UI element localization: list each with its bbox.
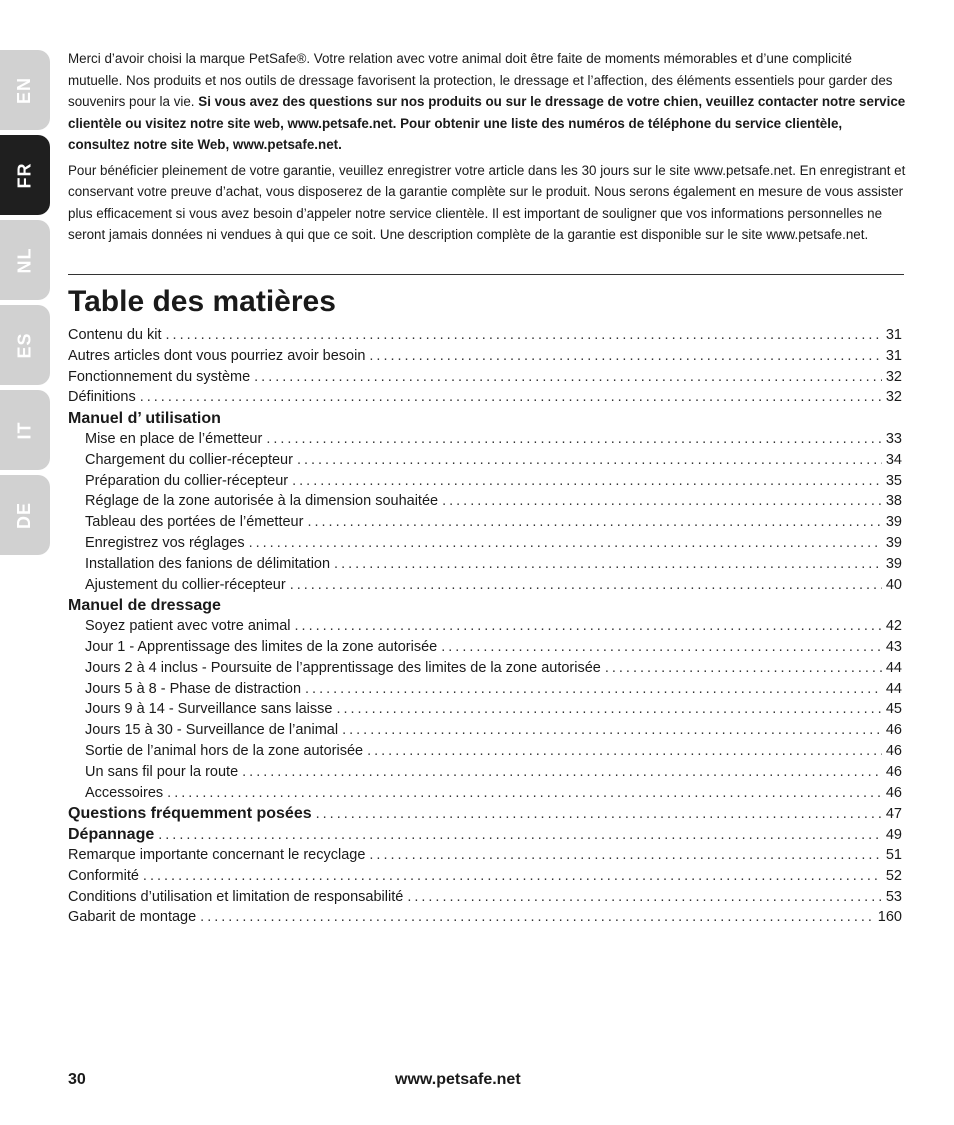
tab-label: IT [14,421,35,439]
toc-leader-dots [290,577,882,593]
toc-leader-dots [369,847,881,863]
toc-leader-dots [605,660,882,676]
toc-entry-page: 39 [885,534,902,551]
tab-label: NL [14,247,35,273]
toc-entry-title: Conditions d’utilisation et limitation de responsabilité [68,888,404,905]
toc-entry-page: 32 [885,368,902,385]
tab-es[interactable] [0,305,50,385]
toc-entry-page: 46 [885,742,902,759]
toc-leader-dots [200,909,874,925]
toc-entry-page: 40 [885,576,902,593]
toc-leader-dots [305,681,882,697]
toc-entry[interactable] [68,348,902,369]
toc-entry[interactable] [68,556,902,577]
toc-entry[interactable] [68,389,902,410]
toc-entry-title: Réglage de la zone autorisée à la dimension souhaitée [85,493,439,510]
toc-entry-title: Autres articles dont vous pourriez avoir besoin [68,347,366,364]
toc-entry[interactable] [68,577,902,598]
toc-leader-dots [407,889,882,905]
toc-entry-title: Contenu du kit [68,327,162,343]
toc-entry-page: 38 [885,493,902,510]
toc-leader-dots [167,785,882,801]
toc-entry[interactable] [68,889,902,910]
toc-entry-page: 53 [885,888,902,905]
tab-label: EN [14,76,35,104]
toc-leader-dots [158,827,882,843]
toc-leader-dots [334,556,882,572]
toc-entry-page: 32 [885,389,902,406]
toc-entry[interactable] [68,327,902,348]
toc-leader-dots [292,473,882,489]
toc-entry[interactable] [68,764,902,785]
toc-leader-dots [266,431,882,447]
tab-fr[interactable] [0,135,50,215]
toc-entry-page: 42 [885,618,902,635]
page-number: 30 [68,1071,86,1088]
toc-leader-dots [254,369,882,385]
toc-entry[interactable] [68,660,902,681]
intro-contact-text: Si vous avez des questions sur nos produits ou sur le dressage de votre chien, veuillez contacter notre service clientèle ou visitez notre site web, www.petsafe.net. Pour obtenir une liste des numéros de téléphone du service clientèle, consultez notre site Web, www.petsafe.net. [68,94,906,152]
intro-thanks-text: Merci d’avoir choisi la marque PetSafe®. Votre relation avec votre animal doit être faite de moments mémorables et d’une complicité mutuelle. Nos produits et nos outils de dressage favorisent la protection, le dressage et l’affection, des éléments essentiels pour garder des souvenirs pour la vie. [68,51,893,109]
toc-leader-dots [342,722,882,738]
toc-leader-dots [307,514,881,530]
toc-entry[interactable] [68,909,902,930]
toc-entry-page: 31 [885,347,902,364]
toc-entry-title: Conformité [68,867,139,884]
toc-entry-title: Jours 15 à 30 - Surveillance de l’animal [85,722,339,739]
intro-paragraph-2: Pour bénéficier pleinement de votre garantie, veuillez enregistrer votre article dans les 30 jours sur le site www.petsafe.net. En enregistrant et conservant votre preuve d’achat, vous disposerez de la garantie complète sur le produit. Nous serons également en mesure de vous assister plus efficacement si vous avez besoin d’appeler notre service clientèle. Il est important de souligner que vos informations personnelles ne seront jamais données ni vendues à qui que ce soit. Une description complète de la garantie est disponible sur le site www.petsafe.net. [68,162,906,242]
toc-entry-title: Soyez patient avec votre animal [85,618,291,635]
toc-entry-title: Remarque importante concernant le recyclage [68,846,366,863]
toc-entry-title: Enregistrez vos réglages [85,534,245,551]
tab-it[interactable] [0,390,50,470]
toc-entry-title: Ajustement du collier-récepteur [85,576,286,593]
toc-entry[interactable] [68,701,902,722]
toc-entry-title: Dépannage [68,826,155,844]
toc-entry-page: 46 [885,763,902,780]
table-of-contents [68,327,902,930]
toc-entry-title: Jours 2 à 4 inclus - Poursuite de l’apprentissage des limites de la zone autorisée [85,659,601,676]
toc-entry-title: Installation des fanions de délimitation [85,555,331,572]
toc-entry[interactable] [68,452,902,473]
toc-section-heading[interactable] [68,805,902,826]
toc-entry-page: 160 [877,909,902,926]
toc-entry-title: Jours 5 à 8 - Phase de distraction [85,680,302,697]
toc-leader-dots [336,701,881,717]
toc-entry-title: Fonctionnement du système [68,368,251,385]
toc-entry-page: 44 [885,659,902,676]
page-title: Table des matières [68,285,336,318]
tab-de[interactable] [0,475,50,555]
toc-leader-dots [297,452,882,468]
toc-entry[interactable] [68,618,902,639]
toc-entry-page: 39 [885,514,902,531]
toc-entry-page: 35 [885,472,902,489]
toc-entry-page: 52 [885,867,902,884]
toc-entry[interactable] [68,493,902,514]
toc-leader-dots [249,535,882,551]
toc-entry-title: Préparation du collier-récepteur [85,472,289,489]
toc-entry-title: Manuel d’ utilisation [68,410,221,428]
toc-leader-dots [242,764,882,780]
toc-leader-dots [442,493,882,509]
toc-entry-title: Jours 9 à 14 - Surveillance sans laisse [85,701,333,718]
toc-entry[interactable] [68,868,902,889]
toc-entry-page: 45 [885,701,902,718]
toc-entry-title: Questions fréquemment posées [68,805,312,823]
intro-text [68,48,906,246]
toc-entry-title: Un sans fil pour la route [85,763,239,780]
toc-entry-title: Gabarit de montage [68,909,197,926]
toc-entry-page: 47 [885,806,902,823]
toc-entry[interactable] [68,847,902,868]
tab-en[interactable] [0,50,50,130]
toc-leader-dots [369,348,881,364]
toc-entry[interactable] [68,743,902,764]
toc-entry[interactable] [68,681,902,702]
toc-entry[interactable] [68,431,902,452]
toc-entry-page: 44 [885,680,902,697]
toc-entry-page: 43 [885,638,902,655]
toc-entry-page: 31 [885,327,902,343]
toc-section-heading[interactable] [68,826,902,847]
toc-entry-title: Tableau des portées de l’émetteur [85,514,304,531]
toc-entry-title: Définitions [68,389,136,406]
toc-section-heading[interactable] [68,410,902,431]
toc-entry[interactable] [68,722,902,743]
toc-leader-dots [295,618,882,634]
tab-label: ES [14,331,35,359]
toc-entry[interactable] [68,473,902,494]
footer-url[interactable]: www.petsafe.net [395,1071,521,1088]
toc-entry-title: Manuel de dressage [68,597,221,615]
toc-entry-title: Accessoires [85,784,164,801]
toc-entry[interactable] [68,514,902,535]
toc-entry-page: 49 [885,827,902,844]
tab-label: FR [14,162,35,188]
toc-entry-page: 33 [885,430,902,447]
toc-entry-page: 34 [885,451,902,468]
toc-leader-dots [367,743,882,759]
toc-entry-page: 51 [885,846,902,863]
toc-section-heading[interactable] [68,597,902,618]
toc-entry-page: 46 [885,722,902,739]
toc-leader-dots [166,327,882,343]
toc-entry[interactable] [68,369,902,390]
intro-paragraph-1 [68,48,906,156]
toc-entry-page: 46 [885,784,902,801]
toc-leader-dots [140,389,882,405]
toc-leader-dots [441,639,882,655]
divider [68,274,904,275]
toc-entry[interactable] [68,639,902,660]
toc-entry[interactable] [68,785,902,806]
toc-entry-title: Jour 1 - Apprentissage des limites de la zone autorisée [85,638,438,655]
toc-leader-dots [143,868,882,884]
toc-entry-title: Sortie de l’animal hors de la zone autorisée [85,742,364,759]
toc-entry-page: 39 [885,555,902,572]
toc-leader-dots [316,806,882,822]
toc-entry-title: Mise en place de l’émetteur [85,430,263,447]
toc-entry[interactable] [68,535,902,556]
toc-entry-title: Chargement du collier-récepteur [85,451,293,468]
tab-nl[interactable] [0,220,50,300]
tab-label: DE [14,501,35,529]
